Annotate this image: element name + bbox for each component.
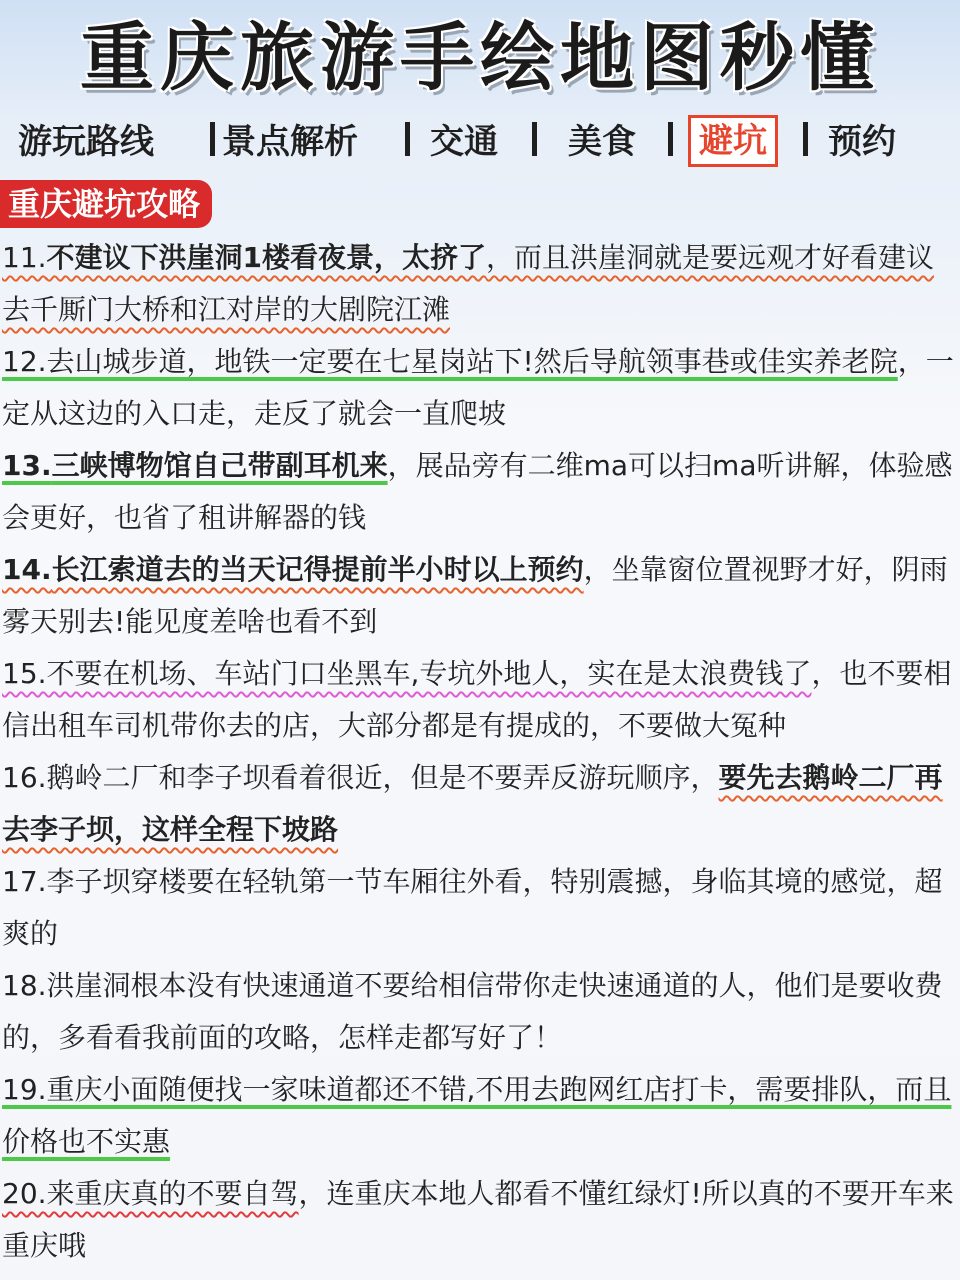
nav-divider [405, 122, 410, 156]
tip-text: ，一定从这边的入口走，走反了就会一直爬坡 [2, 345, 954, 430]
tip-text: 16.鹅岭二厂和李子坝看着很近，但是不要弄反游玩顺序， [2, 761, 719, 794]
tip-item [2, 232, 956, 336]
tip-highlight: 三峡博物馆自己带副耳机来 [51, 449, 388, 482]
tip-item [2, 856, 956, 960]
nav-divider [668, 122, 673, 156]
nav-item-route[interactable]: 游玩路线 [18, 122, 154, 162]
nav-item-transport[interactable]: 交通 [430, 122, 498, 162]
tip-item [2, 752, 956, 856]
tip-number: 14. [2, 553, 52, 586]
tip-text: 15.不要在机场、车站门口坐黑车,专坑外地人，实在是太浪费钱了 [2, 657, 812, 690]
tip-text: 20.来重庆真的不要自驾 [2, 1177, 299, 1210]
tips-list [2, 232, 956, 1272]
tip-text: 19.重庆小面随便找一家味道都还不错,不用去跑网红店打卡，需要排队，而且价格也不实惠 [2, 1073, 952, 1158]
category-nav [0, 112, 960, 172]
tip-item [2, 1168, 956, 1272]
tip-highlight: 长江索道去的当天记得提前半小时以上预约 [51, 553, 584, 586]
tip-text: ，也不要相信出租车司机带你去的店，大部分都是有提成的，不要做大冤种 [2, 657, 952, 742]
nav-divider [803, 122, 808, 156]
tip-item [2, 1064, 956, 1168]
section-tag: 重庆避坑攻略 [0, 180, 212, 228]
nav-item-attractions[interactable]: 景点解析 [222, 122, 358, 162]
nav-divider [532, 122, 537, 156]
tip-text: ，坐靠窗位置视野才好，阴雨雾天别去!能见度差啥也看不到 [2, 553, 948, 638]
tip-item [2, 336, 956, 440]
tip-item [2, 544, 956, 648]
nav-divider [210, 122, 215, 156]
tip-text: 17.李子坝穿楼要在轻轨第一节车厢往外看，特别震撼，身临其境的感觉，超爽的 [2, 865, 943, 950]
page-title: 重庆旅游手绘地图秒懂 [80, 15, 880, 101]
tip-text: ，连重庆本地人都看不懂红绿灯!所以真的不要开车来重庆哦 [2, 1177, 954, 1262]
tip-number: 11. [2, 241, 47, 274]
tip-text: 12.去山城步道，地铁一定要在七星岗站下!然后导航领事巷或佳实养老院 [2, 345, 898, 378]
tip-text: 18.洪崖洞根本没有快速通道不要给相信带你走快速通道的人，他们是要收费的，多看看我前面的攻略，怎样走都写好了！ [2, 969, 943, 1054]
nav-item-food[interactable]: 美食 [568, 122, 636, 162]
tip-text: ，而且洪崖洞就是要远观才好看建议去千厮门大桥和江对岸的大剧院江滩 [2, 241, 935, 326]
tip-text: ，展品旁有二维ma可以扫ma听讲解，体验感会更好，也省了租讲解器的钱 [2, 449, 953, 534]
tip-item [2, 648, 956, 752]
nav-item-avoid-pitfalls[interactable]: 避坑 [688, 115, 778, 167]
tip-item [2, 440, 956, 544]
tip-number: 13. [2, 449, 52, 482]
nav-item-booking[interactable]: 预约 [828, 122, 896, 162]
tip-item [2, 960, 956, 1064]
tip-highlight: 要先去鹅岭二厂再去李子坝，这样全程下坡路 [2, 761, 943, 846]
tip-highlight: 不建议下洪崖洞1楼看夜景，太挤了 [46, 241, 487, 274]
